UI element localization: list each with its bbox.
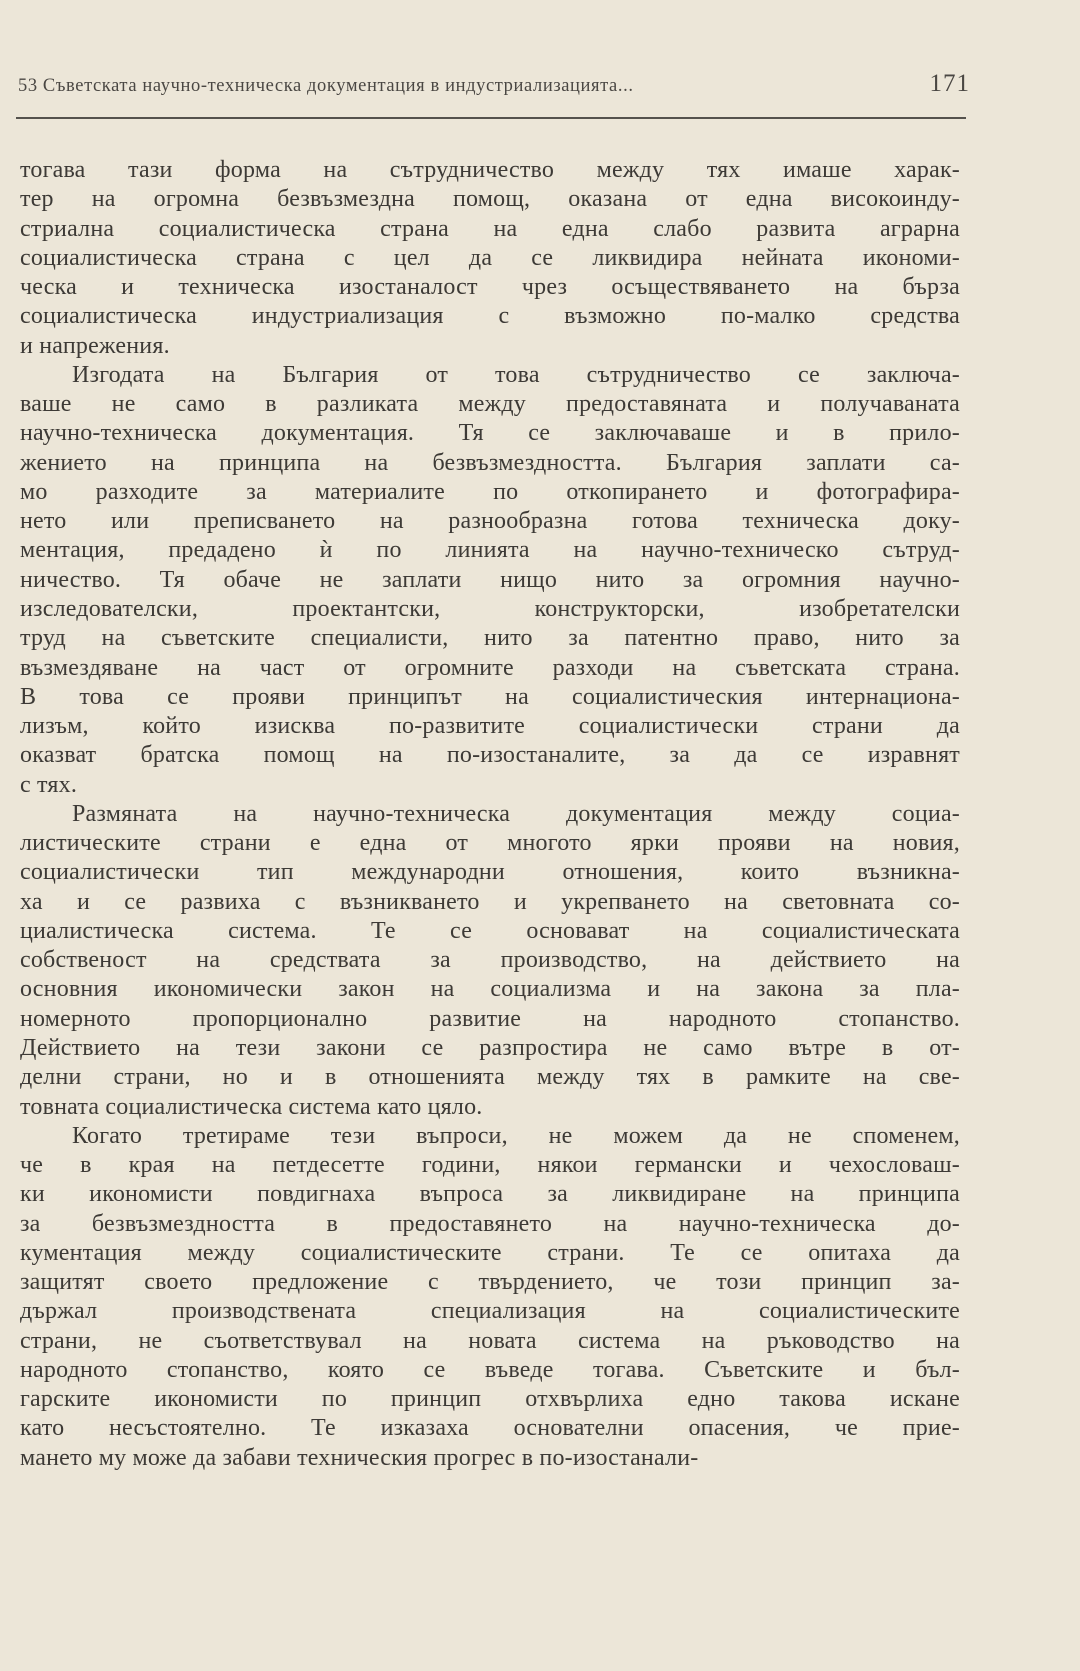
text-line: В това се прояви принципът на социалистическия интернациона- xyxy=(20,683,960,710)
text-line: изследователски, проектантски, конструкторски, изобретателски xyxy=(20,595,960,622)
text-line: оказват братска помощ на по-изостаналите, за да се изравнят xyxy=(20,742,960,769)
text-line: възмездяване на част от огромните разходи на съветската страна. xyxy=(20,654,960,681)
text-line: циалистическа система. Те се основават на социалистическата xyxy=(20,917,960,944)
text-line: собственост на средствата за производство, на действието на xyxy=(20,947,960,974)
text-line: за безвъзмездността в предоставянето на научно-техническа до- xyxy=(20,1210,960,1237)
body-text xyxy=(20,156,960,1473)
running-title: 53 Съветската научно-техническа документация в индустриализацията... xyxy=(18,76,634,96)
text-line: мането му може да забави техническия прогрес в по-изостанали- xyxy=(20,1444,699,1471)
text-line: лизъм, който изисква по-развитите социалистически страни да xyxy=(20,713,960,740)
text-line: товната социалистическа система като цяло. xyxy=(20,1093,483,1120)
text-line: мо разходите за материалите по откопирането и фотографира- xyxy=(20,478,960,505)
text-line: държал производствената специализация на социалистическите xyxy=(20,1298,960,1325)
text-line: страни, не съответствувал на новата система на ръководство на xyxy=(20,1327,960,1354)
running-head xyxy=(18,70,970,97)
text-line: ки икономисти повдигнаха въпроса за ликвидиране на принципа xyxy=(20,1181,960,1208)
text-line: Изгодата на България от това сътрудничество се заключа- xyxy=(72,361,960,388)
header-rule xyxy=(16,117,966,119)
text-line: научно-техническа документация. Тя се заключаваше и в прило- xyxy=(20,420,960,447)
text-line: делни страни, но и в отношенията между тях в рамките на све- xyxy=(20,1064,960,1091)
text-line: като несъстоятелно. Те изказаха основателни опасения, че прие- xyxy=(20,1415,960,1442)
text-line: социалистически тип международни отношения, които възникна- xyxy=(20,859,960,886)
text-line: ческа и техническа изостаналост чрез осъществяването на бърза xyxy=(20,274,960,301)
text-line: Размяната на научно-техническа документация между социа- xyxy=(72,800,960,827)
text-line: основния икономически закон на социализма и на закона за пла- xyxy=(20,976,960,1003)
text-line: номерното пропорционално развитие на народното стопанство. xyxy=(20,1005,960,1032)
text-line: тер на огромна безвъзмездна помощ, оказана от една високоинду- xyxy=(20,186,960,213)
text-line: кументация между социалистическите страни. Те се опитаха да xyxy=(20,1239,960,1266)
page-number: 171 xyxy=(929,70,970,97)
text-line: защитят своето предложение с твърдението, че този принцип за- xyxy=(20,1269,960,1296)
paragraph xyxy=(20,800,960,1122)
text-line: гарските икономисти по принцип отхвърлиха едно такова искане xyxy=(20,1386,960,1413)
text-line: Действието на тези закони се разпростира не само вътре в от- xyxy=(20,1034,960,1061)
text-line: ничество. Тя обаче не заплати нищо нито за огромния научно- xyxy=(20,566,960,593)
text-line: ха и се развиха с възникването и укрепването на световната со- xyxy=(20,888,960,915)
text-line: нето или преписването на разнообразна готова техническа доку- xyxy=(20,508,960,535)
text-line: социалистическа страна с цел да се ликвидира нейната икономи- xyxy=(20,244,960,271)
text-line: стриална социалистическа страна на една слабо развита аграрна xyxy=(20,215,960,242)
text-line: ментация, предадено ѝ по линията на научно-техническо сътруд- xyxy=(20,537,960,564)
text-line: и напрежения. xyxy=(20,332,170,359)
text-line: Когато третираме тези въпроси, не можем да не споменем, xyxy=(72,1122,960,1149)
text-line: листическите страни е една от многото ярки прояви на новия, xyxy=(20,830,960,857)
text-line: труд на съветските специалисти, нито за патентно право, нито за xyxy=(20,625,960,652)
text-line: социалистическа индустриализация с възможно по-малко средства xyxy=(20,303,960,330)
text-line: ваше не само в разликата между предоставяната и получаваната xyxy=(20,391,960,418)
paragraph xyxy=(20,156,960,361)
paragraph xyxy=(20,1122,960,1473)
text-line: тогава тази форма на сътрудничество между тях имаше харак- xyxy=(20,157,960,183)
paragraph xyxy=(20,361,960,800)
text-line: жението на принципа на безвъзмездността. България заплати са- xyxy=(20,449,960,476)
text-line: с тях. xyxy=(20,771,78,798)
text-line: че в края на петдесетте години, някои германски и чехословаш- xyxy=(20,1152,960,1179)
text-line: народното стопанство, която се въведе тогава. Съветските и бъл- xyxy=(20,1356,960,1383)
